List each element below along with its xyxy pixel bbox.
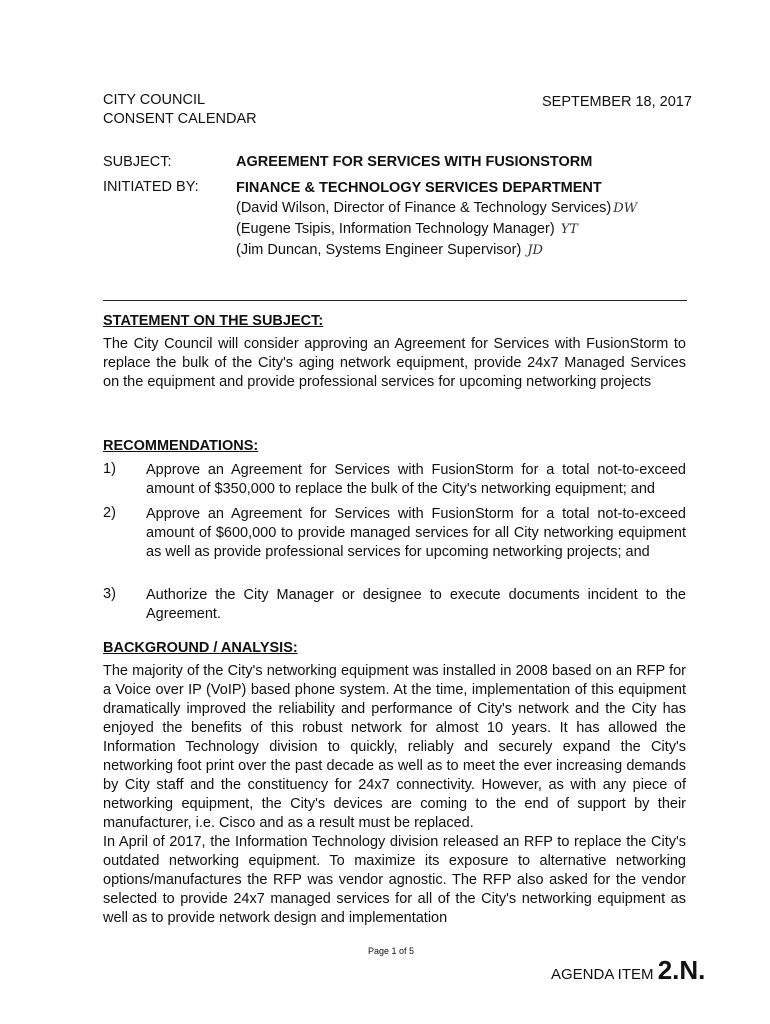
subject-value: AGREEMENT FOR SERVICES WITH FUSIONSTORM bbox=[236, 154, 593, 170]
recommendation-number: 1) bbox=[103, 461, 116, 477]
initiator-eugene-tsipis bbox=[236, 219, 637, 240]
recommendation-number: 2) bbox=[103, 505, 116, 521]
page-number: Page 1 of 5 bbox=[368, 946, 415, 956]
statement-text: The City Council will consider approving an Agreement for Services with FusionStorm to replace the bulk of the City's aging network equipment, provide 24x7 Managed Services on the equipment and provide professional services for upcoming networking projects bbox=[103, 336, 686, 390]
section-divider bbox=[103, 300, 687, 301]
background-paragraph-1: The majority of the City's networking equipment was installed in 2008 based on an RFP for a Voice over IP (VoIP) based phone system. At the time, implementation of this equipment dramatically improved the reliability and performance of City's network and the City has enjoyed the benefits of this robust network for almost 10 years. It has allowed the Information Technology division to quickly, reliably and securely expand the City's networking foot print over the past decade as well as to meet the ever increasing demands by City staff and the constituency for 24x7 connectivity. However, as with any piece of networking equipment, the City's devices are coming to the end of support by their manufacturer, i.e. Cisco and as a result must be replaced. bbox=[103, 663, 686, 831]
initiated-block bbox=[236, 178, 637, 261]
background-heading: BACKGROUND / ANALYSIS: bbox=[103, 640, 298, 656]
agenda-number: 2.N. bbox=[657, 955, 706, 985]
recommendation-text: Approve an Agreement for Services with FusionStorm for a total not-to-exceed amount of $600,000 to provide managed services for all City networking equipment as well as provide professional services for upcoming networking projects; and bbox=[146, 506, 686, 560]
agenda-label: AGENDA ITEM bbox=[551, 966, 654, 983]
recommendation-text: Authorize the City Manager or designee to execute documents incident to the Agreement. bbox=[146, 587, 686, 622]
header-date: SEPTEMBER 18, 2017 bbox=[542, 94, 692, 110]
handwritten-initials: DW bbox=[613, 201, 638, 216]
header-org bbox=[103, 91, 257, 129]
initiator-david-wilson bbox=[236, 198, 637, 219]
department-name: FINANCE & TECHNOLOGY SERVICES DEPARTMENT bbox=[236, 180, 602, 196]
background-paragraph-2: In April of 2017, the Information Technology division released an RFP to replace the City's outdated networking equipment. To maximize its exposure to alternative networking options/manufactures the RFP was vendor agnostic. The RFP also asked for the vendor selected to provide 24x7 managed services for all of the City's networking equipment as well as to provide network design and implementation bbox=[103, 834, 686, 926]
initiator-text: (Eugene Tsipis, Information Technology Manager) bbox=[236, 221, 555, 237]
subject-label: SUBJECT: bbox=[103, 154, 172, 170]
recommendation-text: Approve an Agreement for Services with FusionStorm for a total not-to-exceed amount of $350,000 to replace the bulk of the City's networking equipment; and bbox=[146, 462, 686, 497]
org-line-2: CONSENT CALENDAR bbox=[103, 111, 257, 127]
agenda-item bbox=[551, 955, 705, 986]
recommendation-number: 3) bbox=[103, 586, 116, 602]
handwritten-initials: JD bbox=[527, 243, 543, 258]
initiator-jim-duncan bbox=[236, 240, 637, 261]
recommendations-heading: RECOMMENDATIONS: bbox=[103, 438, 259, 454]
initiator-text: (David Wilson, Director of Finance & Technology Services) bbox=[236, 200, 612, 216]
org-line-1: CITY COUNCIL bbox=[103, 92, 206, 108]
initiator-text: (Jim Duncan, Systems Engineer Supervisor) bbox=[236, 242, 522, 258]
handwritten-initials: YT bbox=[560, 222, 578, 237]
initiated-label: INITIATED BY: bbox=[103, 179, 199, 195]
statement-heading: STATEMENT ON THE SUBJECT: bbox=[103, 313, 324, 329]
